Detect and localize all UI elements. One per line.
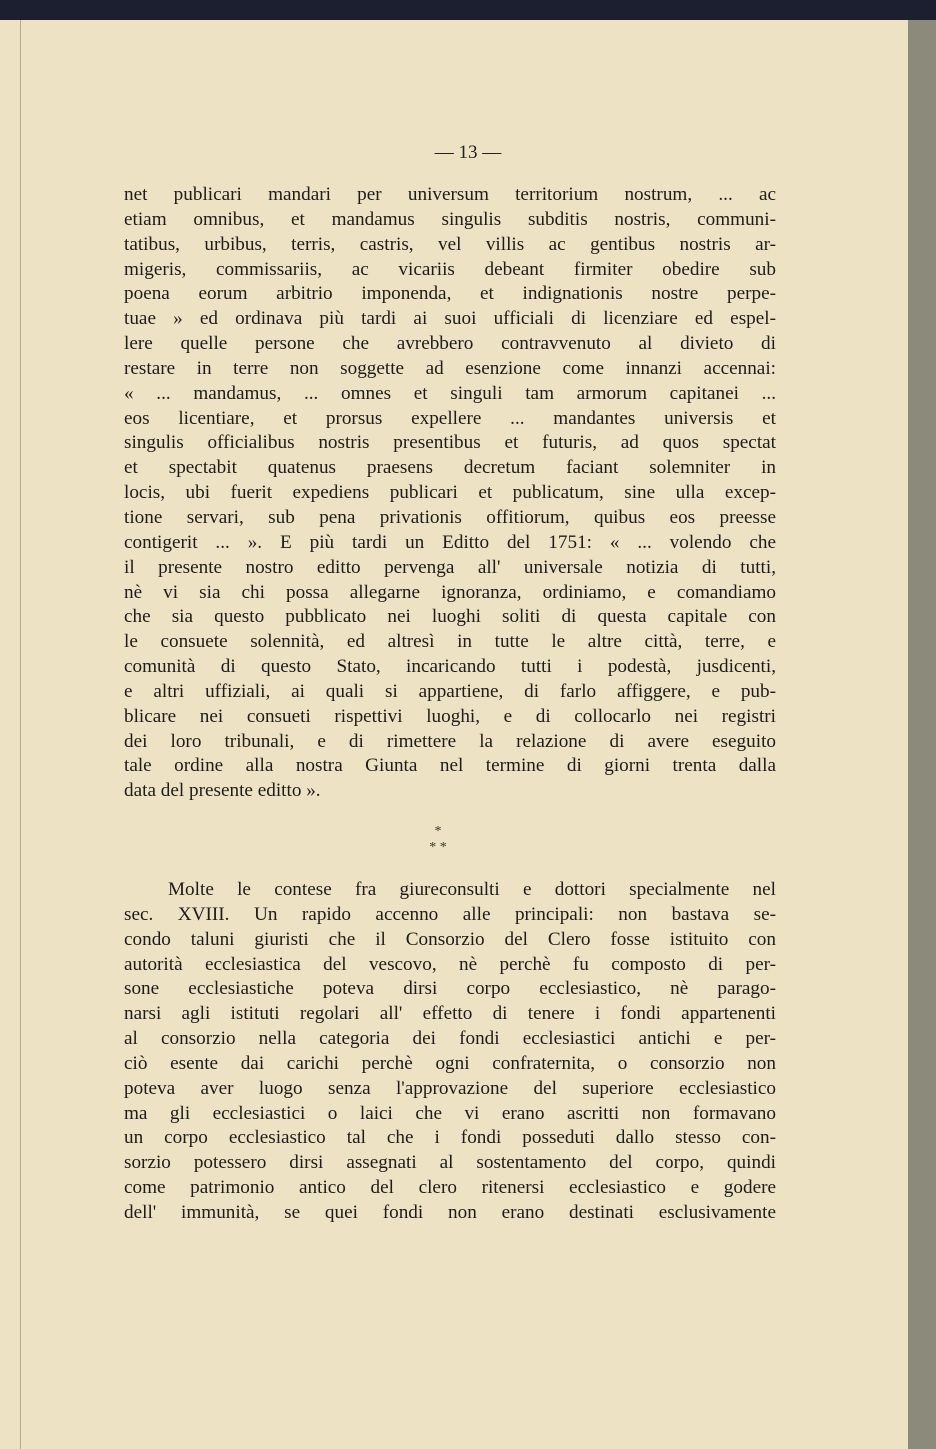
text-line: restare in terre non soggette ad esenzione come innanzi accennai:: [124, 357, 776, 379]
text-line: etiam omnibus, et mandamus singulis subditis nostris, communi-: [124, 208, 776, 230]
text-line: ma gli ecclesiastici o laici che vi erano ascritti non formavano: [124, 1102, 776, 1124]
text-line: come patrimonio antico del clero ritenersi ecclesiastico e godere: [124, 1177, 776, 1199]
text-line: e altri uffiziali, ai quali si appartiene, di farlo affiggere, e pub-: [124, 680, 776, 702]
asterism-separator: [418, 824, 458, 856]
text-line: « ... mandamus, ... omnes et singuli tam armorum capitanei ...: [124, 382, 776, 404]
text-line: un corpo ecclesiastico tal che i fondi posseduti dallo stesso con-: [124, 1127, 776, 1149]
text-line: nè vi sia chi possa allegarne ignoranza, ordiniamo, e comandiamo: [124, 581, 776, 603]
text-line: tatibus, urbibus, terris, castris, vel villis ac gentibus nostris ar-: [124, 233, 776, 255]
text-line: al consorzio nella categoria dei fondi ecclesiastici antichi e per-: [124, 1028, 776, 1050]
paragraph-2: [124, 878, 776, 1226]
paragraph-1: [124, 183, 776, 804]
text-line: migeris, commissariis, ac vicariis debeant firmiter obedire sub: [124, 258, 776, 280]
scan-background-top: [0, 0, 936, 22]
text-line: narsi agli istituti regolari all' effetto di tenere i fondi appartenenti: [124, 1003, 776, 1025]
text-line: blicare nei consueti rispettivi luoghi, e di collocarlo nei registri: [124, 705, 776, 727]
text-line: net publicari mandari per universum territorium nostrum, ... ac: [124, 184, 776, 205]
text-line: locis, ubi fuerit expediens publicari et publicatum, sine ulla excep-: [124, 482, 776, 504]
text-line: autorità ecclesiastica del vescovo, nè perchè fu composto di per-: [124, 953, 776, 975]
text-line: poteva aver luogo senza l'approvazione del superiore ecclesiastico: [124, 1077, 776, 1099]
page-edge: [20, 20, 21, 1449]
text-line: tione servari, sub pena privationis offitiorum, quibus eos preesse: [124, 506, 776, 528]
text-line: le consuete solennità, ed altresì in tutte le altre città, terre, e: [124, 631, 776, 653]
scan-background-right: [908, 20, 936, 1449]
text-line: dei loro tribunali, e di rimettere la relazione di avere eseguito: [124, 730, 776, 752]
text-line: Molte le contese fra giureconsulti e dottori specialmente nel: [168, 879, 776, 900]
text-line: sone ecclesiastiche poteva dirsi corpo ecclesiastico, nè parago-: [124, 978, 776, 1000]
text-line: tuae » ed ordinava più tardi ai suoi ufficiali di licenziare ed espel-: [124, 308, 776, 330]
text-line: singulis officialibus nostris presentibus et futuris, ad quos spectat: [124, 432, 776, 454]
asterism-top: *: [434, 824, 442, 839]
text-line: data del presente editto ».: [124, 780, 321, 802]
asterism-bottom: * *: [429, 840, 447, 855]
text-line: il presente nostro editto pervenga all' universale notizia di tutti,: [124, 556, 776, 578]
text-line: che sia questo pubblicato nei luoghi soliti di questa capitale con: [124, 606, 776, 628]
text-line: ciò esente dai carichi perchè ogni confraternita, o consorzio non: [124, 1052, 776, 1074]
text-line: sec. XVIII. Un rapido accenno alle principali: non bastava se-: [124, 903, 776, 925]
text-line: et spectabit quatenus praesens decretum faciant solemniter in: [124, 457, 776, 479]
page-number: — 13 —: [434, 142, 502, 163]
text-line: contigerit ... ». E più tardi un Editto del 1751: « ... volendo che: [124, 531, 776, 553]
text-line: lere quelle persone che avrebbero contravvenuto al divieto di: [124, 333, 776, 355]
text-line: eos licentiare, et prorsus expellere ... mandantes universis et: [124, 407, 776, 429]
text-line: tale ordine alla nostra Giunta nel termine di giorni trenta dalla: [124, 755, 776, 777]
text-line: condo taluni giuristi che il Consorzio del Clero fosse istituito con: [124, 928, 776, 950]
text-line: comunità di questo Stato, incaricando tutti i podestà, jusdicenti,: [124, 656, 776, 678]
text-line: dell' immunità, se quei fondi non erano destinati esclusivamente: [124, 1201, 776, 1223]
text-line: poena eorum arbitrio imponenda, et indignationis nostre perpe-: [124, 283, 776, 305]
text-line: sorzio potessero dirsi assegnati al sostentamento del corpo, quindi: [124, 1152, 776, 1174]
